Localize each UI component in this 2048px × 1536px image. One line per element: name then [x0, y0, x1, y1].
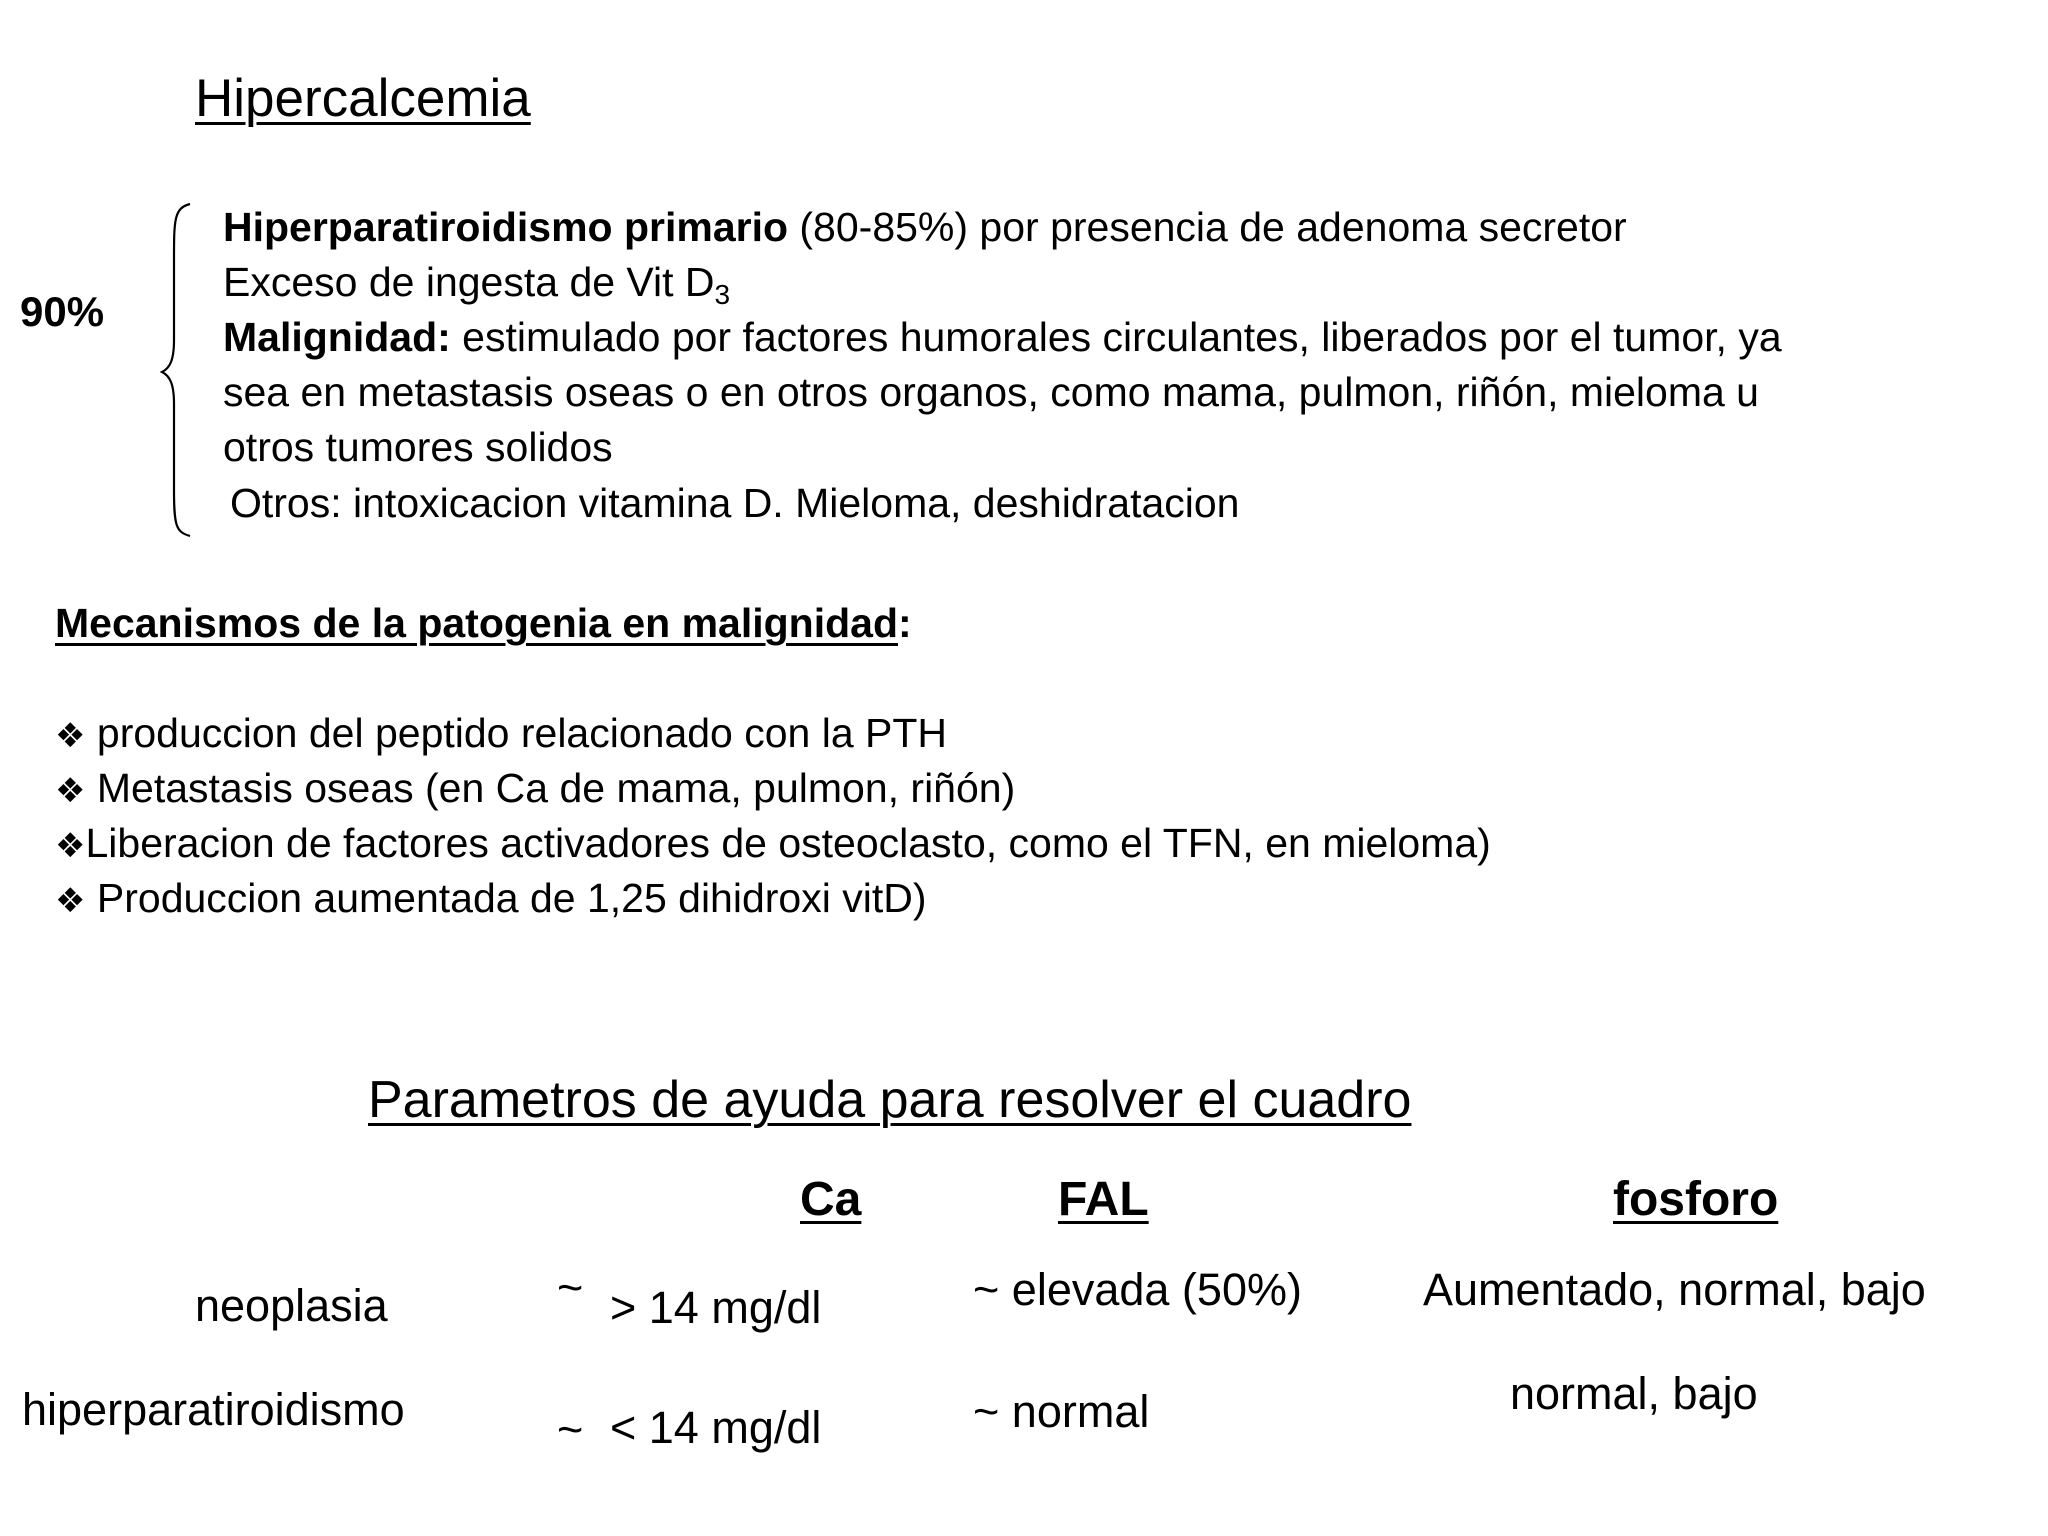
page-title: Hipercalcemia — [195, 69, 531, 128]
cause-malignancy-continued: sea en metastasis oseas o en otros organos, como mama, pulmon, riñón, mieloma u — [223, 369, 1759, 415]
mechanism-item — [55, 765, 1015, 812]
cause-vitamin-d-intake — [223, 255, 730, 310]
column-header-fosforo: fosforo — [1613, 1173, 1779, 1226]
cause-text: (80-85%) por presencia de adenoma secretor — [788, 204, 1627, 250]
mechanism-item — [55, 820, 1491, 867]
cause-text: estimulado por factores humorales circulantes, liberados por el tumor, ya — [450, 314, 1782, 360]
approx-symbol: ~ — [557, 1404, 584, 1455]
mechanism-text: Liberacion de factores activadores de osteoclasto, como el TFN, en mieloma) — [85, 820, 1491, 866]
approx-symbol: ~ — [973, 1386, 1000, 1437]
subscript: 3 — [714, 279, 731, 310]
fosforo-value: normal, bajo — [1510, 1368, 1758, 1419]
diamond-bullet-icon: ❖ — [55, 772, 86, 810]
cause-term: Malignidad: — [223, 314, 451, 360]
cause-others: Otros: intoxicacion vitamina D. Mieloma, deshidratacion — [230, 480, 1240, 526]
fal-value — [973, 1386, 1149, 1438]
curly-brace-icon — [160, 200, 196, 540]
diamond-bullet-icon: ❖ — [55, 717, 86, 755]
fal-text: elevada (50%) — [1011, 1264, 1302, 1315]
row-label-hiperparatiroidismo: hiperparatiroidismo — [22, 1384, 405, 1435]
ca-value: > 14 mg/dl — [610, 1282, 822, 1333]
cause-primary-hyperparathyroidism — [223, 200, 1627, 255]
mechanism-item — [55, 710, 947, 757]
mechanism-item — [55, 875, 926, 922]
fosforo-value: Aumentado, normal, bajo — [1423, 1264, 1926, 1315]
ca-value: < 14 mg/dl — [610, 1402, 822, 1453]
fal-text: normal — [1011, 1386, 1150, 1437]
diamond-bullet-icon: ❖ — [55, 827, 86, 865]
mechanisms-heading-text: Mecanismos de la patogenia en malignidad — [55, 600, 898, 646]
row-label-neoplasia: neoplasia — [195, 1280, 388, 1331]
column-header-fal: FAL — [1058, 1173, 1149, 1226]
cause-malignancy-continued-2: otros tumores solidos — [223, 424, 613, 470]
diamond-bullet-icon: ❖ — [55, 882, 86, 920]
mechanism-text: Produccion aumentada de 1,25 dihidroxi vitD) — [96, 875, 927, 921]
approx-symbol: ~ — [557, 1262, 584, 1313]
column-header-ca: Ca — [800, 1173, 862, 1226]
group-percent-label: 90% — [20, 288, 105, 335]
mechanisms-heading-colon: : — [897, 600, 912, 646]
mechanisms-heading — [55, 600, 912, 647]
approx-symbol: ~ — [973, 1264, 1000, 1315]
fal-value — [973, 1264, 1302, 1316]
cause-malignancy — [223, 310, 1782, 365]
cause-term: Hiperparatiroidismo primario — [223, 204, 789, 250]
parameters-heading: Parametros de ayuda para resolver el cuadro — [368, 1071, 1412, 1129]
mechanism-text: Metastasis oseas (en Ca de mama, pulmon, riñón) — [96, 765, 1016, 811]
cause-text: Exceso de ingesta de Vit D — [223, 259, 715, 305]
mechanism-text: produccion del peptido relacionado con la PTH — [96, 710, 948, 756]
